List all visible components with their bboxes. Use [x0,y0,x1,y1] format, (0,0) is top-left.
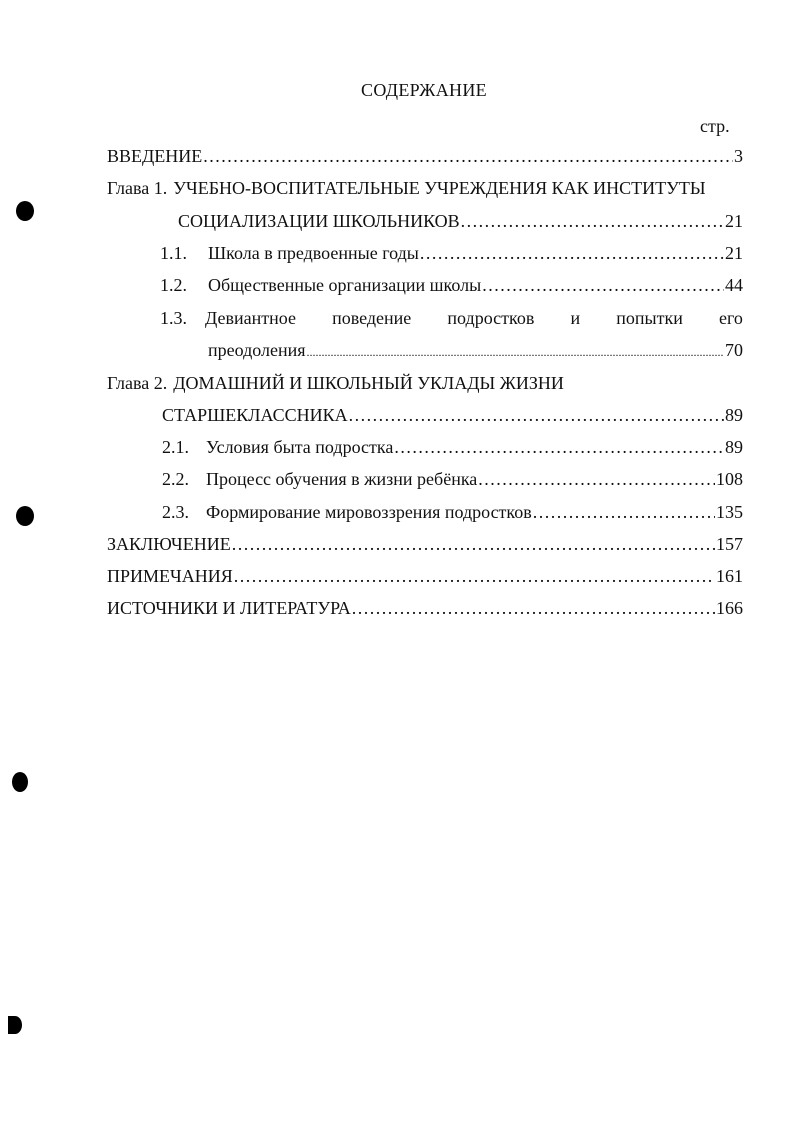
punch-hole-mark [8,1016,22,1034]
title-word: и [570,308,581,328]
toc-page-number: 21 [725,211,743,231]
toc-label: ЗАКЛЮЧЕНИЕ [107,534,231,554]
section-1-3-title-line1 [205,308,743,332]
dot-leader [461,211,724,232]
toc-page-number: 161 [716,566,743,586]
dot-leader [420,243,724,264]
dot-leader [349,405,724,426]
title-word: поведение [332,308,412,328]
toc-label: Общественные организации школы [208,275,482,295]
dot-leader [203,146,733,167]
toc-entry-sources[interactable] [107,598,743,622]
chapter-title-line1: ДОМАШНИЙ И ШКОЛЬНЫЙ УКЛАДЫ ЖИЗНИ [173,373,564,393]
toc-entry-2-3[interactable] [162,502,743,526]
title-word: Девиантное [205,308,296,328]
title-word: попытки [616,308,683,328]
dot-leader [533,502,715,523]
toc-page-number: 89 [725,405,743,425]
toc-page-number: 135 [716,502,743,522]
toc-entry-chapter-2-cont[interactable] [162,405,743,429]
toc-entry-conclusion[interactable] [107,534,743,558]
dot-leader [352,598,715,619]
dot-leader [234,566,715,587]
page-title: СОДЕРЖАНИЕ [361,80,487,100]
toc-page-number: 89 [725,437,743,457]
toc-page-number: 3 [734,146,743,166]
toc-label: Условия быта подростка [206,437,394,457]
punch-hole-mark [12,772,28,792]
dot-leader [482,275,724,296]
toc-entry-2-2[interactable] [162,469,743,493]
chapter-prefix: Глава 1. [107,178,168,198]
toc-label: ВВЕДЕНИЕ [107,146,203,166]
section-number: 2.3. [162,502,189,522]
section-number: 1.1. [160,243,187,263]
toc-label: Процесс обучения в жизни ребёнка [206,469,478,489]
toc-page-number: 108 [716,469,743,489]
title-word: подростков [447,308,535,328]
toc-entry-1-2[interactable] [160,275,743,299]
toc-entry-chapter-1[interactable] [107,178,743,202]
toc-entry-1-1[interactable] [160,243,743,267]
section-number: 2.1. [162,437,189,457]
toc-page-number: 44 [725,275,743,295]
chapter-prefix: Глава 2. [107,373,168,393]
page-column-label: стр. [700,116,730,136]
punch-hole-mark [16,506,34,526]
toc-page-number: 166 [716,598,743,618]
dot-leader [394,437,724,458]
toc-label: Школа в предвоенные годы [208,243,419,263]
dot-leader [478,469,715,490]
dot-leader [232,534,715,555]
section-number: 1.3. [160,308,187,328]
title-word: его [719,308,743,328]
chapter-title-line1: УЧЕБНО-ВОСПИТАТЕЛЬНЫЕ УЧРЕЖДЕНИЯ КАК ИНСТИТУТЫ [173,178,706,198]
toc-entry-chapter-2[interactable] [107,373,743,397]
toc-page-number: 157 [716,534,743,554]
toc-label: ИСТОЧНИКИ И ЛИТЕРАТУРА [107,598,351,618]
toc-page-number: 70 [725,340,743,360]
toc-entry-2-1[interactable] [162,437,743,461]
toc-entry-chapter-1-cont[interactable] [178,211,743,235]
toc-entry-intro[interactable] [107,146,743,170]
chapter-title-line2: СТАРШЕКЛАССНИКА [162,405,348,425]
toc-entry-1-3-cont[interactable] [208,340,743,364]
toc-label: преодоления [208,340,306,360]
section-number: 1.2. [160,275,187,295]
toc-entry-notes[interactable] [107,566,743,590]
toc-page-number: 21 [725,243,743,263]
toc-entry-1-3[interactable] [160,308,208,332]
toc-label: ПРИМЕЧАНИЯ [107,566,233,586]
section-number: 2.2. [162,469,189,489]
dot-leader [307,345,724,360]
punch-hole-mark [16,201,34,221]
toc-label: Формирование мировоззрения подростков [206,502,532,522]
chapter-title-line2: СОЦИАЛИЗАЦИИ ШКОЛЬНИКОВ [178,211,460,231]
